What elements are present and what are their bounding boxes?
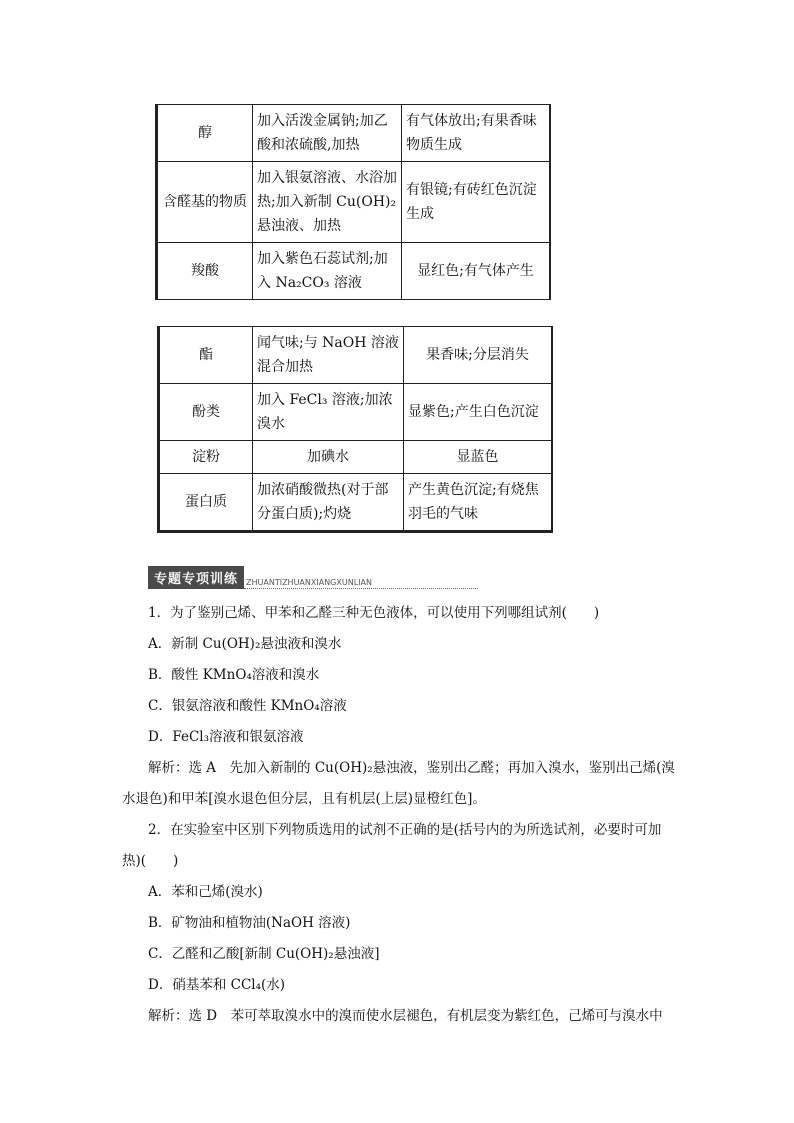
question-2-stem: 2．在实验室中区别下列物质选用的试剂不正确的是(括号内的为所选试剂，必要时可加热)( ) bbox=[122, 822, 662, 869]
q2-option-c: C．乙醛和乙酸[新制 Cu(OH)₂悬浊液] bbox=[148, 946, 380, 962]
method-cell: 加入活泼金属钠;加乙酸和浓硫酸,加热 bbox=[253, 105, 402, 162]
substance-cell: 含醛基的物质 bbox=[157, 162, 253, 243]
substance-cell: 酯 bbox=[159, 327, 253, 384]
q1-option-b: B．酸性 KMnO₄溶液和溴水 bbox=[148, 667, 320, 683]
table-row bbox=[159, 384, 553, 441]
phenomenon-cell: 显紫色;产生白色沉淀 bbox=[404, 384, 553, 441]
phenomenon-cell: 果香味;分层消失 bbox=[404, 327, 553, 384]
q1-analysis: 解析：选 A 先加入新制的 Cu(OH)₂悬浊液，鉴别出乙醛；再加入溴水，鉴别出己烯(溴水退色)和甲苯[溴水退色但分层，且有机层(上层)显橙红色]。 bbox=[122, 760, 675, 807]
table-row bbox=[159, 441, 553, 474]
table-row bbox=[157, 162, 551, 243]
substance-cell: 醇 bbox=[157, 105, 253, 162]
method-cell: 闻气味;与 NaOH 溶液混合加热 bbox=[253, 327, 404, 384]
table-row bbox=[157, 105, 551, 162]
test-table-1 bbox=[155, 104, 551, 300]
phenomenon-cell: 显蓝色 bbox=[404, 441, 553, 474]
substance-cell: 蛋白质 bbox=[159, 474, 253, 532]
q1-option-a: A．新制 Cu(OH)₂悬浊液和溴水 bbox=[148, 636, 342, 652]
table-row bbox=[159, 474, 553, 532]
q2-option-b: B．矿物油和植物油(NaOH 溶液) bbox=[148, 915, 351, 931]
section-title: 专题专项训练 bbox=[148, 566, 244, 589]
section-banner bbox=[148, 566, 478, 589]
q2-option-d: D．硝基苯和 CCl₄(水) bbox=[148, 977, 286, 993]
section-pinyin: ZHUANTIZHUANXIANGXUNLIAN bbox=[244, 578, 478, 589]
q1-option-c: C．银氨溶液和酸性 KMnO₄溶液 bbox=[148, 698, 347, 714]
phenomenon-cell: 产生黄色沉淀;有烧焦羽毛的气味 bbox=[404, 474, 553, 532]
table-row bbox=[157, 243, 551, 300]
question-1-stem: 1．为了鉴别己烯、甲苯和乙醛三种无色液体，可以使用下列哪组试剂( ) bbox=[148, 605, 600, 621]
phenomenon-cell: 显红色;有气体产生 bbox=[402, 243, 551, 300]
phenomenon-cell: 有气体放出;有果香味物质生成 bbox=[402, 105, 551, 162]
q1-option-d: D．FeCl₃溶液和银氨溶液 bbox=[148, 729, 304, 745]
phenomenon-cell: 有银镜;有砖红色沉淀生成 bbox=[402, 162, 551, 243]
method-cell: 加碘水 bbox=[253, 441, 404, 474]
q2-analysis: 解析：选 D 苯可萃取溴水中的溴而使水层褪色，有机层变为紫红色，己烯可与溴水中 bbox=[148, 1008, 663, 1024]
method-cell: 加浓硝酸微热(对于部分蛋白质);灼烧 bbox=[253, 474, 404, 532]
substance-cell: 淀粉 bbox=[159, 441, 253, 474]
substance-cell: 羧酸 bbox=[157, 243, 253, 300]
table-row bbox=[159, 327, 553, 384]
q2-option-a: A．苯和己烯(溴水) bbox=[148, 884, 263, 900]
method-cell: 加入紫色石蕊试剂;加入 Na₂CO₃ 溶液 bbox=[253, 243, 402, 300]
test-table-2 bbox=[157, 326, 553, 533]
method-cell: 加入银氨溶液、水浴加热;加入新制 Cu(OH)₂ 悬浊液、加热 bbox=[253, 162, 402, 243]
substance-cell: 酚类 bbox=[159, 384, 253, 441]
exercise-content bbox=[122, 598, 678, 1032]
method-cell: 加入 FeCl₃ 溶液;加浓溴水 bbox=[253, 384, 404, 441]
